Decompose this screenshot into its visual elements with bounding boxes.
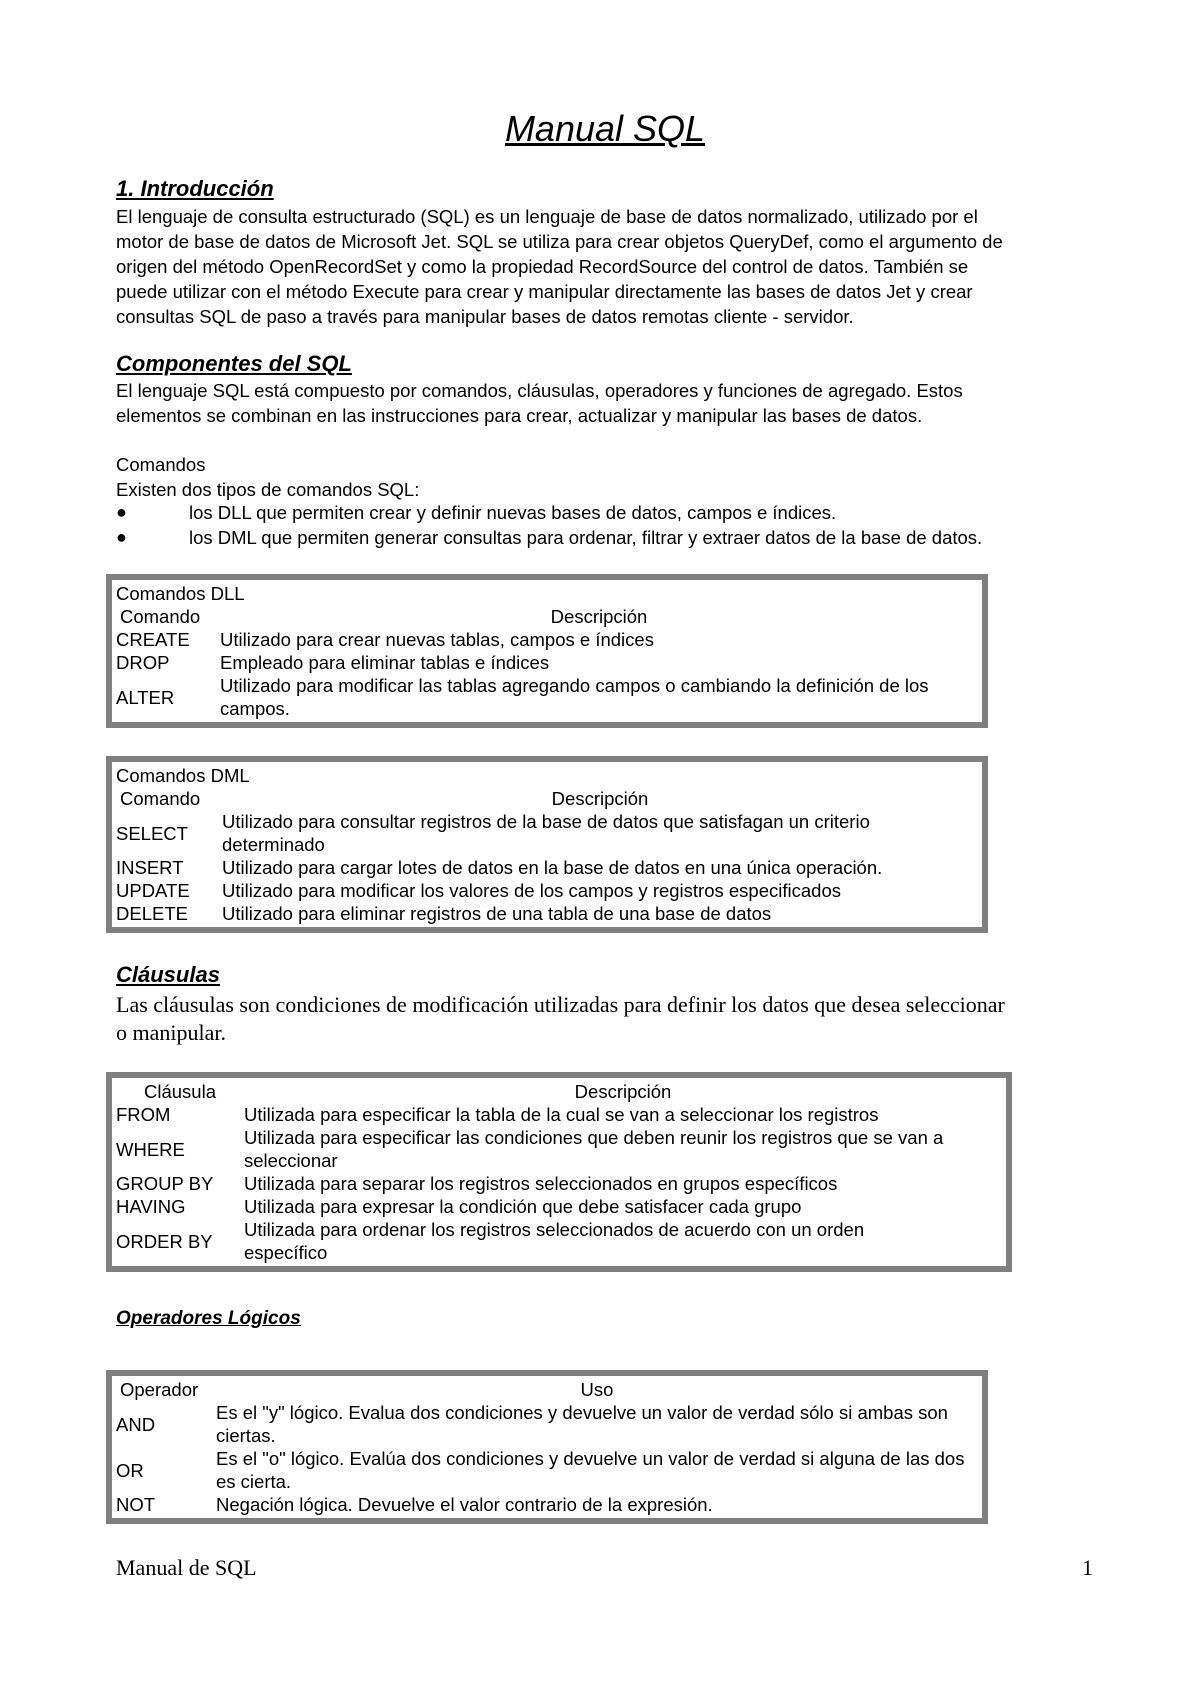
usage-cell: Es el "o" lógico. Evalúa dos condiciones y devuelve un valor de verdad si alguna de las dos es cierta.	[216, 1448, 965, 1492]
operator-cell: NOT	[116, 1494, 156, 1515]
command-cell: ALTER	[116, 686, 175, 708]
table-row	[116, 1103, 1002, 1126]
table-row	[116, 651, 978, 674]
clauses-paragraph: Las cláusulas son condiciones de modificación utilizadas para definir los datos que desea seleccionar o manipular.	[116, 992, 1005, 1045]
description-cell: Utilizado para cargar lotes de datos en la base de datos en una única operación.	[222, 857, 883, 878]
commands-block	[116, 452, 1106, 502]
intro-line: motor de base de datos de Microsoft Jet. SQL se utiliza para crear objetos QueryDef, como el argumento de	[116, 231, 1003, 252]
description-cell: Utilizada para ordenar los registros seleccionados de acuerdo con un orden específico	[244, 1219, 865, 1263]
page-title: Manual SQL	[504, 108, 706, 149]
dml-table-box	[106, 756, 988, 933]
command-cell: DROP	[116, 652, 170, 673]
intro-line: origen del método OpenRecordSet y como la propiedad RecordSource del control de datos. También se	[116, 256, 969, 277]
footer-title: Manual de SQL	[116, 1555, 257, 1580]
table-row	[116, 1401, 978, 1447]
components-paragraph	[116, 378, 1106, 428]
components-line: El lenguaje SQL está compuesto por comandos, cláusulas, operadores y funciones de agregado. Estos	[116, 380, 963, 401]
description-cell: Utilizada para expresar la condición que debe satisfacer cada grupo	[244, 1196, 802, 1217]
clause-cell: HAVING	[116, 1196, 186, 1217]
dll-table	[116, 605, 978, 720]
table-row	[116, 1447, 978, 1493]
column-header: Cláusula	[144, 1081, 216, 1102]
column-header: Comando	[120, 606, 201, 627]
description-cell: Utilizado para eliminar registros de una tabla de una base de datos	[222, 903, 772, 924]
usage-cell: Negación lógica. Devuelve el valor contrario de la expresión.	[216, 1494, 713, 1515]
column-header: Comando	[120, 788, 201, 809]
intro-paragraph	[116, 204, 1106, 329]
clause-cell: WHERE	[116, 1138, 185, 1160]
clause-cell: ORDER BY	[116, 1230, 213, 1252]
table-header-row	[116, 1378, 978, 1401]
bullet-icon: ●	[116, 502, 127, 522]
operators-table-box	[106, 1370, 988, 1524]
table-row	[116, 1195, 1002, 1218]
operator-cell: AND	[116, 1413, 156, 1435]
dml-table-caption: Comandos DML	[116, 765, 250, 786]
intro-line: puede utilizar con el método Execute para crear y manipular directamente las bases de datos Jet y crear	[116, 281, 973, 302]
table-row	[116, 1218, 1002, 1264]
description-cell: Utilizado para crear nuevas tablas, campos e índices	[220, 629, 654, 650]
clause-cell: GROUP BY	[116, 1173, 214, 1194]
intro-line: consultas SQL de paso a través para manipular bases de datos remotas cliente - servidor.	[116, 306, 854, 327]
command-cell: DELETE	[116, 903, 188, 924]
components-line: elementos se combinan en las instrucciones para crear, actualizar y manipular las bases de datos.	[116, 405, 923, 426]
page-number: 1	[1082, 1555, 1093, 1580]
table-row	[116, 856, 978, 879]
description-cell: Utilizado para consultar registros de la base de datos que satisfagan un criterio determinado	[222, 811, 870, 855]
table-row	[116, 1126, 1002, 1172]
table-row	[116, 1172, 1002, 1195]
table-header-row	[116, 1080, 1002, 1103]
commands-intro: Existen dos tipos de comandos SQL:	[116, 479, 420, 500]
description-cell: Utilizado para modificar los valores de los campos y registros especificados	[222, 880, 841, 901]
table-row	[116, 628, 978, 651]
column-header: Descripción	[550, 606, 648, 627]
command-cell: INSERT	[116, 857, 184, 878]
table-row	[116, 879, 978, 902]
list-item: ● los DLL que permiten crear y definir nuevas bases de datos, campos e índices.	[116, 502, 837, 523]
description-cell: Utilizada para especificar las condiciones que deben reunir los registros que se van a seleccionar	[244, 1127, 944, 1171]
column-header: Descripción	[574, 1081, 672, 1102]
dll-table-box	[106, 574, 988, 728]
dll-table-caption: Comandos DLL	[116, 583, 245, 604]
description-cell: Utilizada para especificar la tabla de la cual se van a seleccionar los registros	[244, 1104, 879, 1125]
command-cell: CREATE	[116, 629, 190, 650]
bullet-icon: ●	[116, 527, 127, 547]
table-header-row	[116, 605, 978, 628]
clauses-table	[116, 1080, 1002, 1264]
commands-bullet-list	[116, 500, 1116, 550]
operators-table	[116, 1378, 978, 1516]
clauses-table-box	[106, 1072, 1012, 1272]
usage-cell: Es el "y" lógico. Evalua dos condiciones y devuelve un valor de verdad sólo si ambas son ciertas.	[216, 1402, 948, 1446]
operator-cell: OR	[116, 1459, 144, 1481]
components-heading: Componentes del SQL	[116, 351, 352, 376]
table-row	[116, 902, 978, 925]
column-header: Uso	[580, 1379, 614, 1400]
description-cell: Utilizado para modificar las tablas agregando campos o cambiando la definición de los campos.	[220, 675, 929, 719]
command-cell: UPDATE	[116, 880, 190, 901]
table-row	[116, 674, 978, 720]
intro-line: El lenguaje de consulta estructurado (SQL) es un lenguaje de base de datos normalizado, utilizado por el	[116, 206, 978, 227]
clause-cell: FROM	[116, 1104, 171, 1125]
clauses-heading: Cláusulas	[116, 962, 220, 987]
table-row	[116, 810, 978, 856]
intro-heading: 1. Introducción	[116, 176, 274, 201]
column-header: Operador	[120, 1379, 199, 1400]
list-item: ● los DML que permiten generar consultas para ordenar, filtrar y extraer datos de la base de datos.	[116, 527, 983, 548]
column-header: Descripción	[551, 788, 649, 809]
table-header-row	[116, 787, 978, 810]
commands-label: Comandos	[116, 454, 206, 475]
description-cell: Empleado para eliminar tablas e índices	[220, 652, 550, 673]
command-cell: SELECT	[116, 822, 188, 844]
dml-table	[116, 787, 978, 925]
description-cell: Utilizada para separar los registros seleccionados en grupos específicos	[244, 1173, 838, 1194]
table-row	[116, 1493, 978, 1516]
operators-heading: Operadores Lógicos	[116, 1308, 301, 1329]
